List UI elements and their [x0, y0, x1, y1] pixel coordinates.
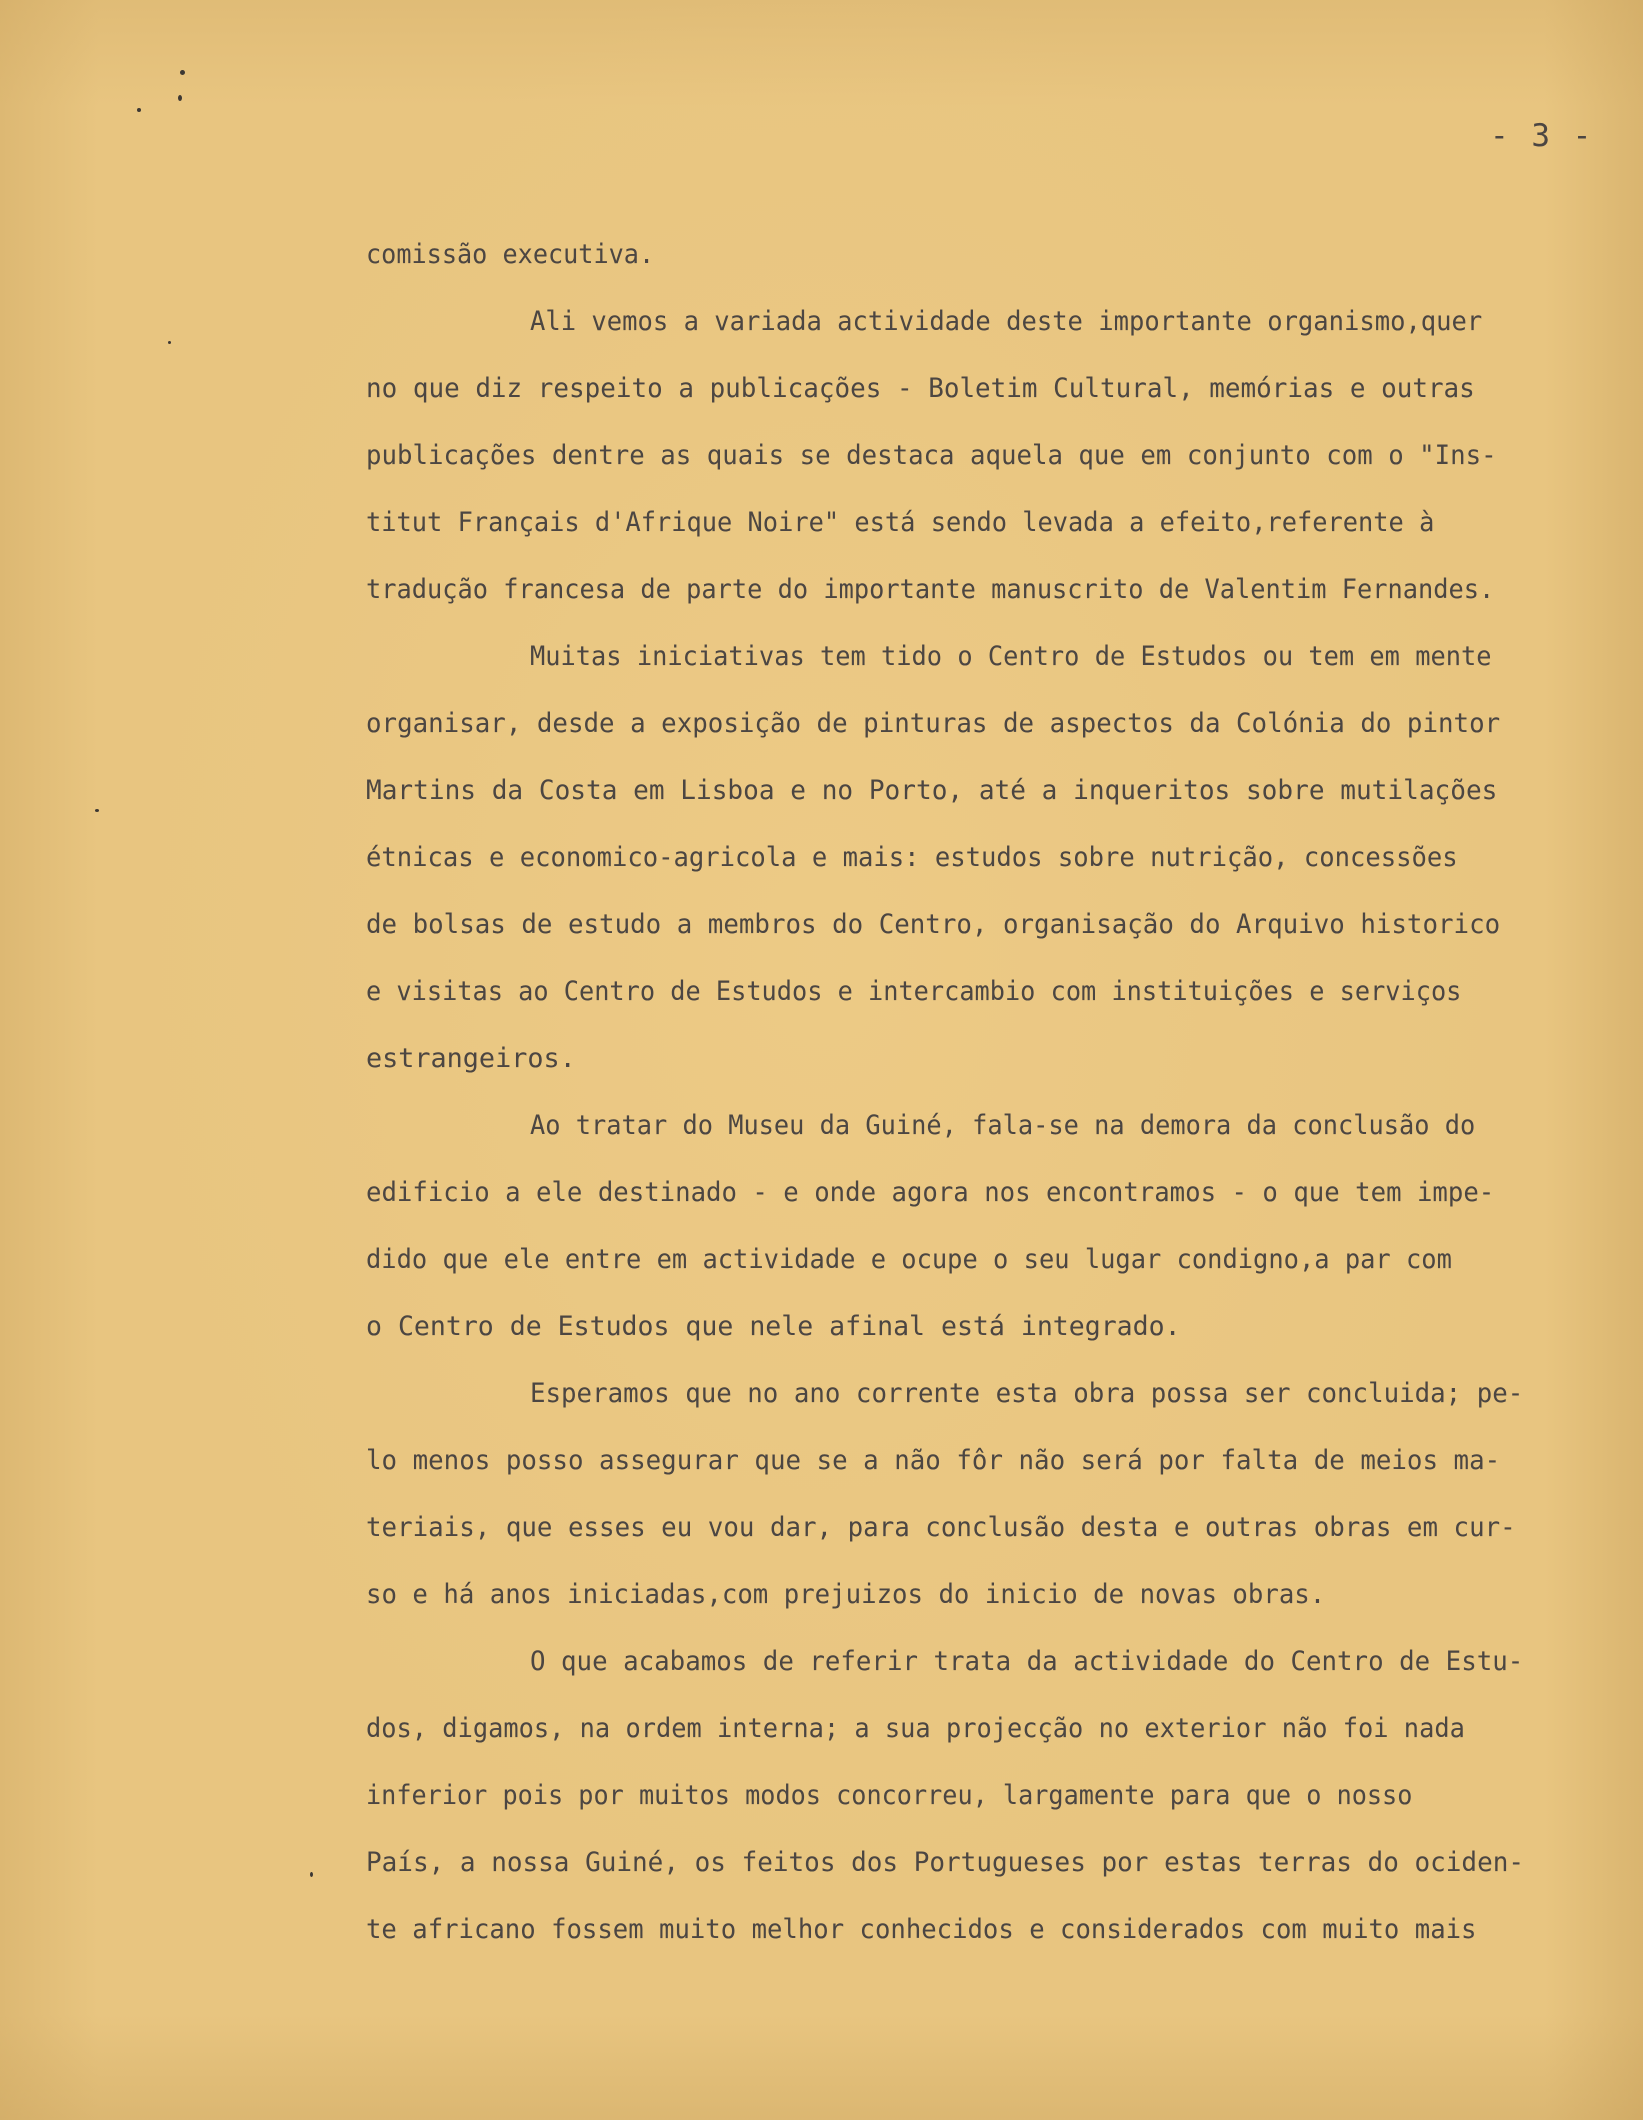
- text-line: no que diz respeito a publicações - Boletim Cultural, memórias e outras: [366, 373, 1475, 404]
- text-line: Martins da Costa em Lisboa e no Porto, até a inqueritos sobre mutilações: [366, 775, 1498, 806]
- text-line: publicações dentre as quais se destaca aquela que em conjunto com o "Ins-: [366, 440, 1497, 471]
- ink-speck: [310, 1872, 313, 1877]
- text-line: étnicas e economico-agricola e mais: estudos sobre nutrição, concessões: [366, 842, 1458, 873]
- text-line: de bolsas de estudo a membros do Centro, organisação do Arquivo historico: [366, 909, 1501, 940]
- text-line: te africano fossem muito melhor conhecidos e considerados com muito mais: [366, 1914, 1477, 1945]
- text-line: dos, digamos, na ordem interna; a sua projecção no exterior não foi nada: [366, 1713, 1465, 1744]
- page-number: - 3 -: [1490, 118, 1594, 154]
- text-line: O que acabamos de referir trata da actividade do Centro de Estu-: [530, 1646, 1524, 1677]
- ink-speck: [178, 95, 182, 101]
- ink-speck: [180, 70, 185, 75]
- text-line: organisar, desde a exposição de pinturas de aspectos da Colónia do pintor: [366, 708, 1501, 739]
- ink-speck: [168, 341, 171, 344]
- text-line: dido que ele entre em actividade e ocupe o seu lugar condigno,a par com: [366, 1244, 1452, 1275]
- text-line: tradução francesa de parte do importante manuscrito de Valentim Fernandes.: [366, 574, 1495, 605]
- text-line: Esperamos que no ano corrente esta obra possa ser concluida; pe-: [530, 1378, 1524, 1409]
- text-line: estrangeiros.: [366, 1043, 576, 1074]
- text-line: inferior pois por muitos modos concorreu, largamente para que o nosso: [366, 1780, 1413, 1811]
- text-line: País, a nossa Guiné, os feitos dos Portugueses por estas terras do ociden-: [366, 1847, 1525, 1878]
- text-line: comissão executiva.: [366, 239, 655, 270]
- text-line: so e há anos iniciadas,com prejuizos do inicio de novas obras.: [366, 1579, 1326, 1610]
- ink-speck: [137, 108, 141, 112]
- text-line: Ao tratar do Museu da Guiné, fala-se na demora da conclusão do: [530, 1110, 1476, 1141]
- ink-speck: [95, 809, 99, 812]
- text-line: teriais, que esses eu vou dar, para conclusão desta e outras obras em cur-: [366, 1512, 1516, 1543]
- text-line: Ali vemos a variada actividade deste importante organismo,quer: [530, 306, 1483, 337]
- text-line: lo menos posso assegurar que se a não fôr não será por falta de meios ma-: [366, 1445, 1501, 1476]
- text-line: Muitas iniciativas tem tido o Centro de Estudos ou tem em mente: [530, 641, 1492, 672]
- text-line: o Centro de Estudos que nele afinal está integrado.: [366, 1311, 1181, 1342]
- text-line: edificio a ele destinado - e onde agora nos encontramos - o que tem impe-: [366, 1177, 1495, 1208]
- text-line: e visitas ao Centro de Estudos e intercambio com instituições e serviços: [366, 976, 1462, 1007]
- text-line: titut Français d'Afrique Noire" está sendo levada a efeito,referente à: [366, 507, 1435, 538]
